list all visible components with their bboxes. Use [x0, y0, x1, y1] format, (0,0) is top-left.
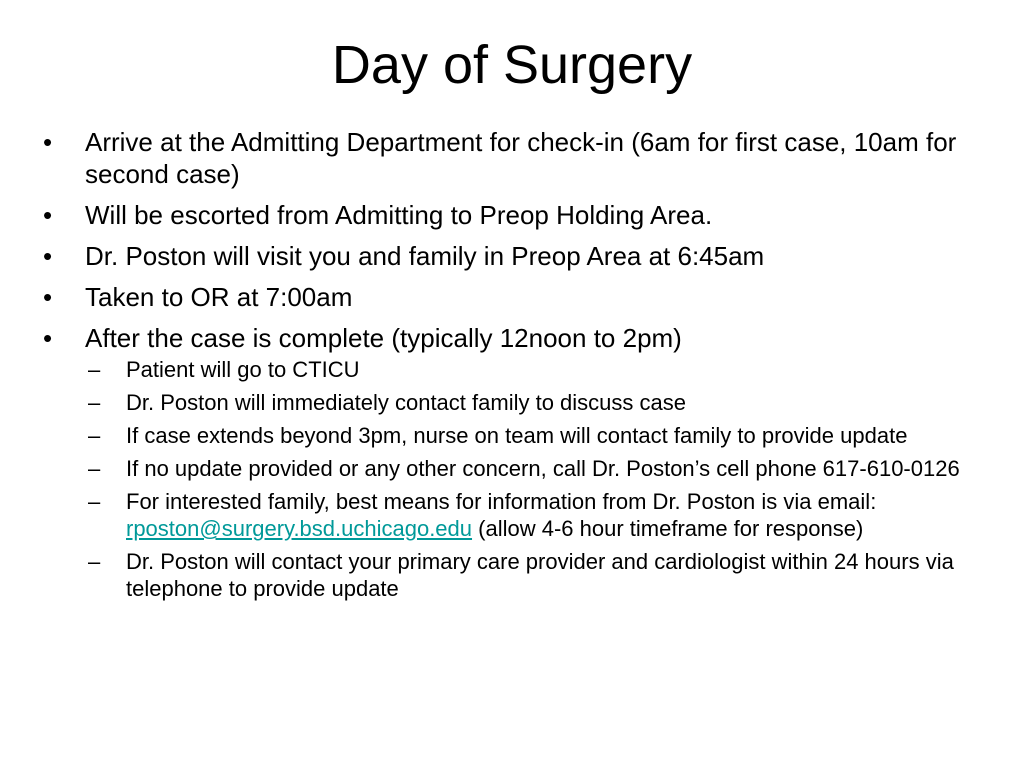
bullet-icon: • — [43, 282, 53, 312]
bullet-item — [40, 281, 1006, 313]
email-trail-text: (allow 4-6 hour timeframe for response) — [472, 516, 864, 541]
dash-icon: – — [88, 456, 101, 481]
bullet-list — [40, 126, 1006, 608]
sub-bullet-item — [88, 455, 976, 482]
bullet-item — [40, 126, 1006, 190]
dash-icon: – — [88, 549, 101, 574]
bullet-text: Arrive at the Admitting Department for check-in (6am for first case, 10am for second case) — [85, 127, 957, 189]
bullet-icon: • — [43, 241, 53, 271]
slide-title: Day of Surgery — [331, 35, 693, 95]
bullet-item — [40, 322, 1006, 354]
bullet-icon: • — [43, 323, 53, 353]
sub-bullet-text: If case extends beyond 3pm, nurse on team will contact family to provide update — [126, 423, 908, 448]
sub-bullet-item — [88, 356, 976, 383]
sub-bullet-text: Dr. Poston will contact your primary care provider and cardiologist within 24 hours via telephone to provide update — [126, 549, 954, 601]
bullet-icon: • — [43, 200, 53, 230]
email-link[interactable]: rposton@surgery.bsd.uchicago.edu — [126, 516, 473, 541]
bullet-item — [40, 199, 1006, 231]
sub-bullet-item — [88, 488, 976, 542]
sub-bullet-text: Patient will go to CTICU — [126, 357, 360, 382]
dash-icon: – — [88, 423, 101, 448]
bullet-text: After the case is complete (typically 12noon to 2pm) — [85, 323, 682, 353]
dash-icon: – — [88, 390, 101, 415]
sub-bullet-item — [88, 548, 976, 602]
dash-icon: – — [88, 357, 101, 382]
sub-bullet-text: If no update provided or any other concern, call Dr. Poston’s cell phone 617-610-0126 — [126, 456, 960, 481]
sub-bullet-list — [88, 356, 1006, 602]
sub-bullet-item — [88, 422, 976, 449]
sub-bullet-text — [126, 489, 876, 541]
dash-icon: – — [88, 489, 101, 514]
bullet-item — [40, 240, 1006, 272]
sub-bullet-group — [40, 356, 1006, 602]
bullet-text: Will be escorted from Admitting to Preop Holding Area. — [85, 200, 713, 230]
bullet-icon: • — [43, 127, 53, 157]
sub-bullet-item — [88, 389, 976, 416]
sub-bullet-text: Dr. Poston will immediately contact family to discuss case — [126, 390, 686, 415]
email-lead-text: For interested family, best means for information from Dr. Poston is via email: — [126, 489, 877, 514]
bullet-text: Taken to OR at 7:00am — [85, 282, 353, 312]
bullet-text: Dr. Poston will visit you and family in Preop Area at 6:45am — [85, 241, 765, 271]
